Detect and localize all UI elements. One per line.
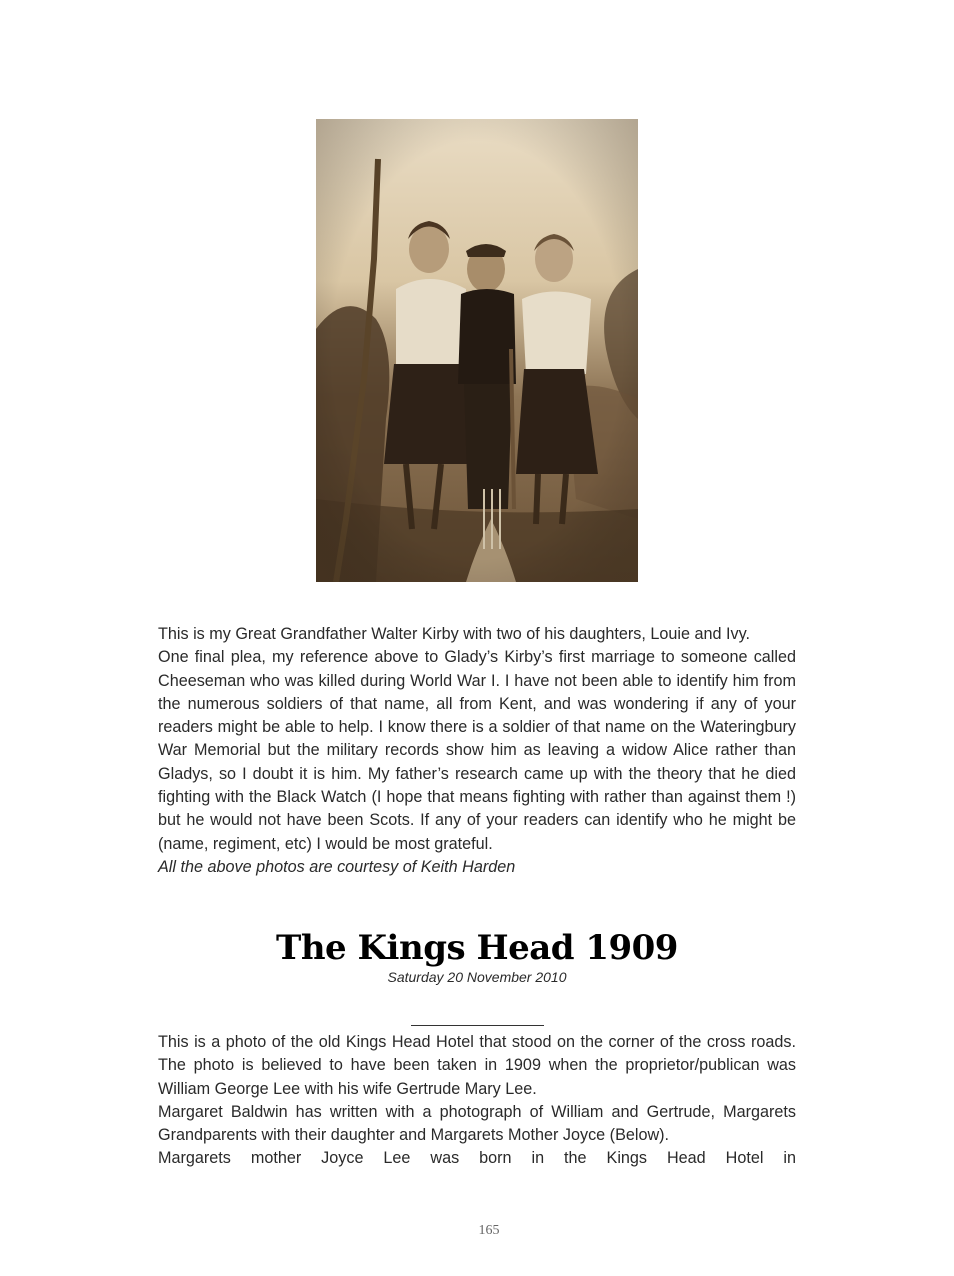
photo-credit: All the above photos are courtesy of Keith Harden [158, 857, 516, 876]
article2-date: Saturday 20 November 2010 [387, 969, 567, 985]
article2-paragraph-1: This is a photo of the old Kings Head Hotel that stood on the corner of the cross roads. The photo is believed to have been taken in 1909 when the proprietor/publican was William George Lee with his wife Gertrude Mary Lee. [158, 1033, 796, 1098]
article1-body: One final plea, my reference above to Glady’s Kirby’s first marriage to someone called Cheeseman who was killed during World War I. I have not been able to identify him from the numerous soldiers of that name, all from Kent, and was wondering if any of your readers might be able to help. I know there is a soldier of that name on the Wateringbury War Memorial but the military records show him as leaving a widow Alice rather than Gladys, so I doubt it is him. My father’s research came up with the theory that he died fighting with the Black Watch (I hope that means fighting with rather than against them !) but he would not have been Scots. If any of your readers can identify who he might be (name, regiment, etc) I would be most grateful. [158, 648, 796, 853]
article2-title: The Kings Head 1909 [276, 928, 678, 968]
article2-paragraph-3: Margarets mother Joyce Lee was born in the Kings Head Hotel in [158, 1149, 796, 1168]
article2-text [158, 1031, 796, 1171]
family-photo-drawing [316, 119, 638, 582]
section-divider [411, 1025, 544, 1026]
article1-text [158, 623, 796, 879]
family-photo [316, 119, 638, 582]
page-number: 165 [478, 1223, 500, 1238]
article2-paragraph-2: Margaret Baldwin has written with a photograph of William and Gertrude, Margarets Grandparents with their daughter and Margarets Mother Joyce (Below). [158, 1102, 796, 1145]
photo-caption: This is my Great Grandfather Walter Kirby with two of his daughters, Louie and Ivy. [158, 625, 750, 643]
